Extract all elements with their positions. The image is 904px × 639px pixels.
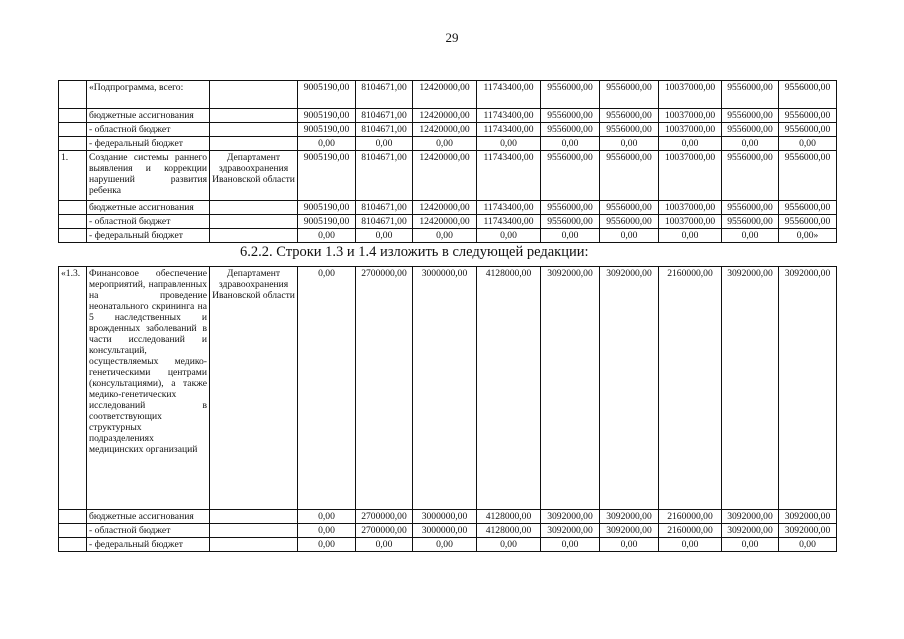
value-cell: 12420000,00: [413, 151, 477, 201]
row-name: - федеральный бюджет: [87, 538, 210, 552]
value-cell: 0,00: [477, 538, 541, 552]
value-cell: 3092000,00: [779, 267, 837, 510]
value-cell: 9556000,00: [600, 123, 659, 137]
row-number: [59, 215, 87, 229]
row-name: - областной бюджет: [87, 524, 210, 538]
value-cell: 9556000,00: [722, 215, 779, 229]
value-cell: 0,00: [477, 137, 541, 151]
value-cell: 2700000,00: [356, 524, 413, 538]
value-cell: 0,00: [413, 229, 477, 243]
row-number: 1.: [59, 151, 87, 201]
value-cell: 9005190,00: [298, 151, 356, 201]
row-executor: [210, 215, 298, 229]
table-row: [59, 524, 837, 538]
row-number: [59, 524, 87, 538]
value-cell: 9556000,00: [722, 123, 779, 137]
value-cell: 9556000,00: [541, 123, 600, 137]
row-name: «Подпрограмма, всего:: [87, 81, 210, 109]
table-row: [59, 201, 837, 215]
value-cell: 12420000,00: [413, 81, 477, 109]
value-cell: 3000000,00: [413, 267, 477, 510]
value-cell: 3092000,00: [600, 524, 659, 538]
row-executor: [210, 510, 298, 524]
value-cell: 9556000,00: [779, 201, 837, 215]
value-cell: 2160000,00: [659, 524, 722, 538]
value-cell: 9556000,00: [600, 151, 659, 201]
table-row: [59, 215, 837, 229]
section-heading: 6.2.2. Строки 1.3 и 1.4 изложить в следующей редакции:: [240, 244, 589, 260]
value-cell: 3092000,00: [722, 267, 779, 510]
value-cell: 3092000,00: [779, 510, 837, 524]
value-cell: 11743400,00: [477, 201, 541, 215]
value-cell: 3092000,00: [722, 524, 779, 538]
value-cell: 9005190,00: [298, 109, 356, 123]
value-cell: 4128000,00: [477, 510, 541, 524]
row-executor: Департамент здравоохранения Ивановской области: [210, 151, 298, 201]
value-cell: 0,00: [298, 137, 356, 151]
row-number: [59, 137, 87, 151]
value-cell: 9556000,00: [722, 109, 779, 123]
row-name: - федеральный бюджет: [87, 229, 210, 243]
value-cell: 0,00: [413, 137, 477, 151]
value-cell: 0,00: [659, 538, 722, 552]
row-number: «1.3.: [59, 267, 87, 510]
value-cell: 10037000,00: [659, 123, 722, 137]
value-cell: 0,00: [779, 137, 837, 151]
value-cell: 11743400,00: [477, 151, 541, 201]
value-cell: 12420000,00: [413, 201, 477, 215]
value-cell: 9556000,00: [600, 215, 659, 229]
value-cell: 4128000,00: [477, 267, 541, 510]
value-cell: 0,00»: [779, 229, 837, 243]
value-cell: 2160000,00: [659, 510, 722, 524]
value-cell: 11743400,00: [477, 123, 541, 137]
budget-table-subprogram: [58, 80, 837, 243]
value-cell: 12420000,00: [413, 123, 477, 137]
value-cell: 9556000,00: [779, 109, 837, 123]
value-cell: 0,00: [600, 137, 659, 151]
table-row: [59, 137, 837, 151]
row-executor: [210, 137, 298, 151]
value-cell: 9556000,00: [722, 81, 779, 109]
row-executor: [210, 229, 298, 243]
row-executor: Департамент здравоохранения Ивановской области: [210, 267, 298, 510]
row-executor: [210, 201, 298, 215]
value-cell: 11743400,00: [477, 109, 541, 123]
value-cell: 10037000,00: [659, 109, 722, 123]
value-cell: 9556000,00: [541, 81, 600, 109]
value-cell: 9556000,00: [541, 151, 600, 201]
row-name: - областной бюджет: [87, 123, 210, 137]
value-cell: 2160000,00: [659, 267, 722, 510]
row-name: бюджетные ассигнования: [87, 109, 210, 123]
value-cell: 2700000,00: [356, 267, 413, 510]
value-cell: 0,00: [298, 267, 356, 510]
value-cell: 10037000,00: [659, 81, 722, 109]
value-cell: 10037000,00: [659, 151, 722, 201]
value-cell: 0,00: [298, 510, 356, 524]
value-cell: 11743400,00: [477, 81, 541, 109]
value-cell: 9005190,00: [298, 123, 356, 137]
value-cell: 0,00: [298, 229, 356, 243]
value-cell: 8104671,00: [356, 81, 413, 109]
table-row: [59, 81, 837, 109]
row-number: [59, 201, 87, 215]
table-row: [59, 229, 837, 243]
row-executor: [210, 81, 298, 109]
value-cell: 0,00: [722, 137, 779, 151]
value-cell: 0,00: [659, 137, 722, 151]
value-cell: 3092000,00: [600, 510, 659, 524]
value-cell: 0,00: [779, 538, 837, 552]
value-cell: 3092000,00: [722, 510, 779, 524]
value-cell: 3092000,00: [600, 267, 659, 510]
value-cell: 0,00: [356, 229, 413, 243]
value-cell: 0,00: [541, 137, 600, 151]
value-cell: 10037000,00: [659, 215, 722, 229]
row-executor: [210, 524, 298, 538]
value-cell: 9556000,00: [779, 151, 837, 201]
row-executor: [210, 538, 298, 552]
budget-table-item-1-3: [58, 266, 837, 552]
row-name: - областной бюджет: [87, 215, 210, 229]
value-cell: 8104671,00: [356, 109, 413, 123]
row-number: [59, 81, 87, 109]
row-number: [59, 123, 87, 137]
value-cell: 4128000,00: [477, 524, 541, 538]
value-cell: 9556000,00: [600, 109, 659, 123]
value-cell: 9556000,00: [779, 81, 837, 109]
value-cell: 9556000,00: [541, 215, 600, 229]
value-cell: 0,00: [298, 524, 356, 538]
table-row: [59, 510, 837, 524]
value-cell: 9556000,00: [600, 81, 659, 109]
value-cell: 0,00: [600, 229, 659, 243]
value-cell: 9556000,00: [541, 201, 600, 215]
value-cell: 9556000,00: [600, 201, 659, 215]
value-cell: 3092000,00: [541, 267, 600, 510]
value-cell: 0,00: [413, 538, 477, 552]
value-cell: 9556000,00: [722, 201, 779, 215]
value-cell: 9556000,00: [779, 215, 837, 229]
value-cell: 8104671,00: [356, 123, 413, 137]
value-cell: 9556000,00: [722, 151, 779, 201]
value-cell: 0,00: [722, 229, 779, 243]
table-row: [59, 109, 837, 123]
table-row: [59, 538, 837, 552]
value-cell: 0,00: [541, 538, 600, 552]
value-cell: 8104671,00: [356, 151, 413, 201]
value-cell: 9005190,00: [298, 215, 356, 229]
value-cell: 9556000,00: [541, 109, 600, 123]
value-cell: 9005190,00: [298, 81, 356, 109]
value-cell: 0,00: [659, 229, 722, 243]
row-executor: [210, 109, 298, 123]
value-cell: 9556000,00: [779, 123, 837, 137]
value-cell: 3092000,00: [541, 510, 600, 524]
table-row: [59, 267, 837, 510]
value-cell: 3092000,00: [541, 524, 600, 538]
value-cell: 12420000,00: [413, 215, 477, 229]
row-number: [59, 510, 87, 524]
value-cell: 3000000,00: [413, 524, 477, 538]
value-cell: 2700000,00: [356, 510, 413, 524]
value-cell: 12420000,00: [413, 109, 477, 123]
value-cell: 0,00: [356, 137, 413, 151]
row-number: [59, 109, 87, 123]
row-name: бюджетные ассигнования: [87, 510, 210, 524]
value-cell: 0,00: [477, 229, 541, 243]
table-row: [59, 151, 837, 201]
page-number: 29: [445, 30, 459, 45]
value-cell: 0,00: [541, 229, 600, 243]
row-name: - федеральный бюджет: [87, 137, 210, 151]
value-cell: 10037000,00: [659, 201, 722, 215]
value-cell: 8104671,00: [356, 215, 413, 229]
row-executor: [210, 123, 298, 137]
value-cell: 9005190,00: [298, 201, 356, 215]
row-name: Создание системы раннего выявления и коррекции нарушений развития ребенка: [87, 151, 210, 201]
value-cell: 0,00: [298, 538, 356, 552]
row-number: [59, 229, 87, 243]
table-row: [59, 123, 837, 137]
value-cell: 3000000,00: [413, 510, 477, 524]
value-cell: 11743400,00: [477, 215, 541, 229]
row-name: бюджетные ассигнования: [87, 201, 210, 215]
value-cell: 0,00: [722, 538, 779, 552]
row-name: Финансовое обеспечение мероприятий, направленных на проведение неонатального скрининга на 5 наследственных и врожденных заболеваний в части исследований и консультаций, осуществляемых медико-генетическими центрами (консультациями), а также медико-генетических исследований в соответствующих структурных подразделениях медицинских организаций: [87, 267, 210, 510]
value-cell: 8104671,00: [356, 201, 413, 215]
value-cell: 0,00: [600, 538, 659, 552]
row-number: [59, 538, 87, 552]
value-cell: 0,00: [356, 538, 413, 552]
value-cell: 3092000,00: [779, 524, 837, 538]
